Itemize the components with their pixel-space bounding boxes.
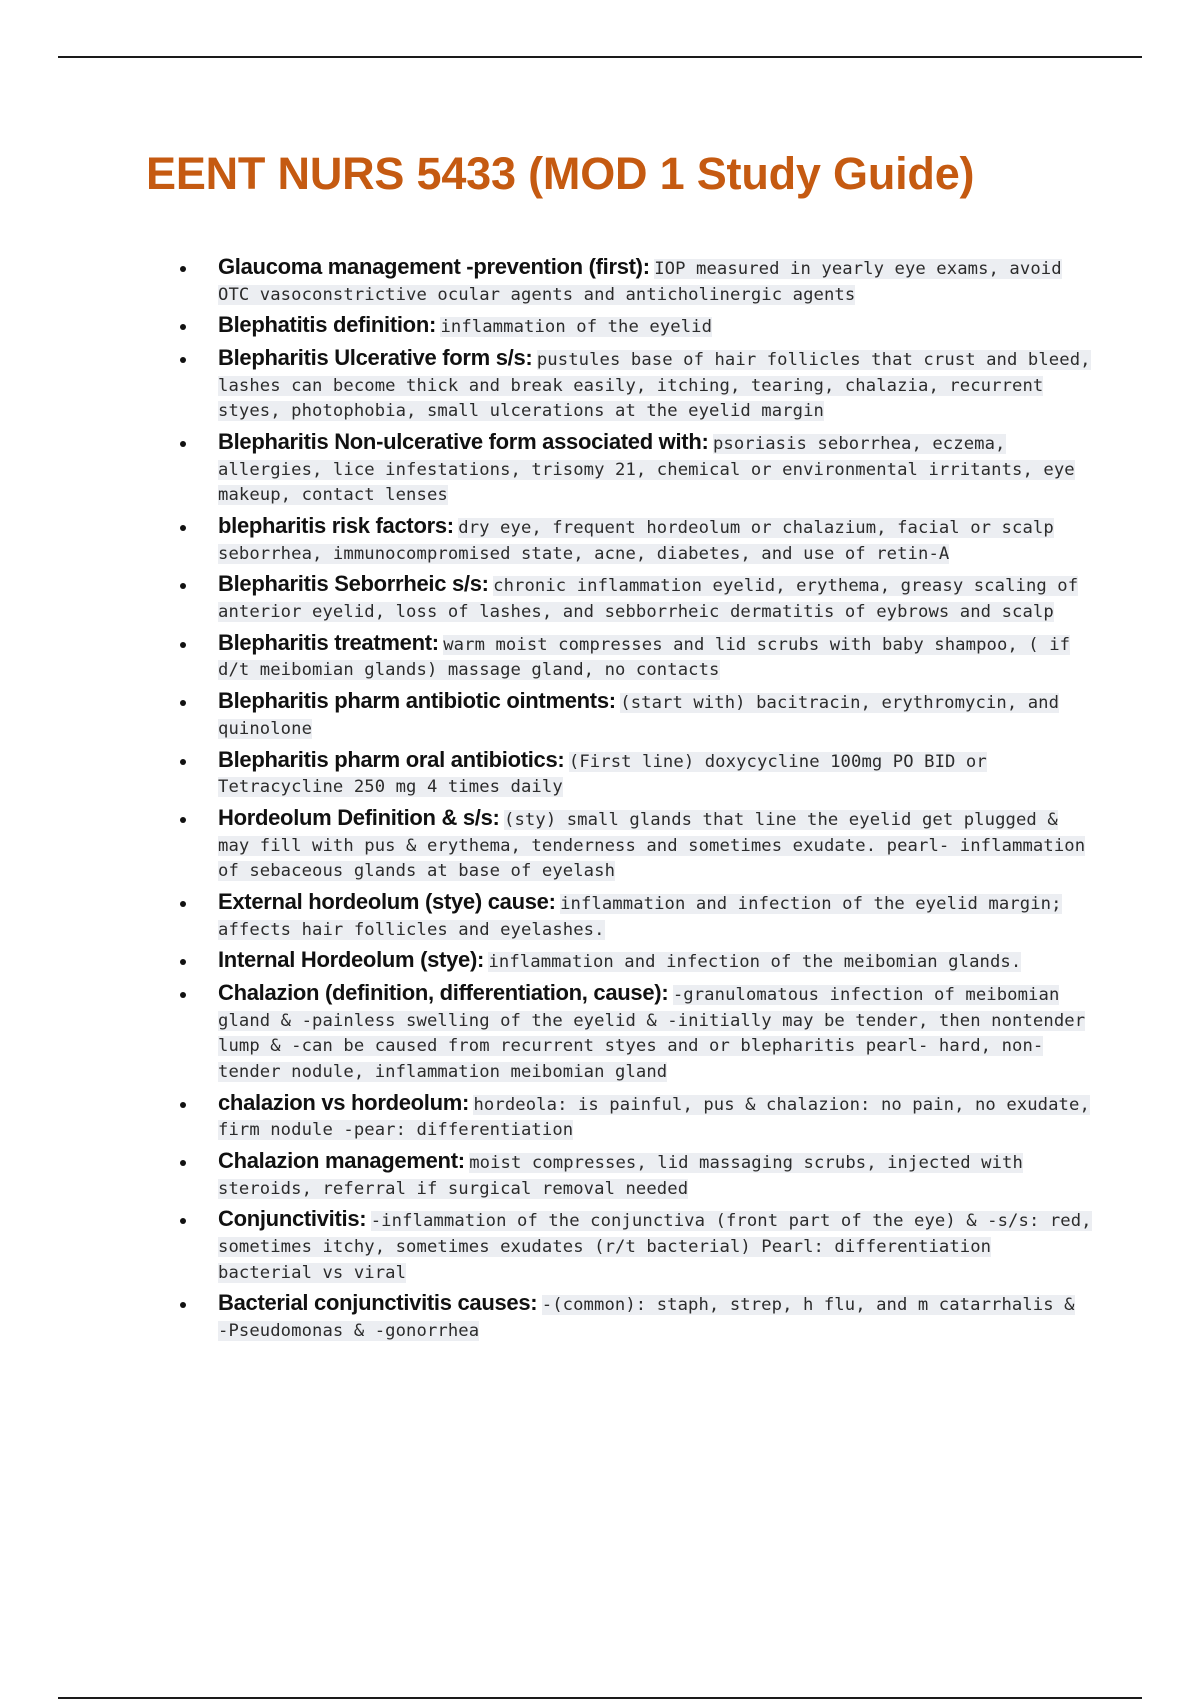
item-term: Glaucoma management -prevention (first): bbox=[218, 254, 650, 279]
bullet-icon bbox=[180, 525, 186, 531]
bullet-icon bbox=[180, 1302, 186, 1308]
list-item bbox=[172, 313, 1092, 341]
item-definition: hordeola: is painful, pus & chalazion: no pain, no exudate, firm nodule -pear: differentiation bbox=[218, 1094, 1090, 1141]
bullet-icon bbox=[180, 1102, 186, 1108]
list-item bbox=[172, 430, 1092, 509]
item-definition: inflammation and infection of the eyelid margin; affects hair follicles and eyelashes. bbox=[218, 893, 1062, 940]
bullet-icon bbox=[180, 583, 186, 589]
list-item bbox=[172, 948, 1092, 976]
item-definition: IOP measured in yearly eye exams, avoid OTC vasoconstrictive ocular agents and anticholinergic agents bbox=[218, 259, 1062, 305]
item-term: Chalazion management: bbox=[218, 1148, 465, 1174]
bullet-icon bbox=[180, 959, 186, 965]
list-item bbox=[172, 748, 1092, 801]
item-term: Blepharitis pharm antibiotic ointments: bbox=[218, 688, 616, 714]
item-term: Internal Hordeolum (stye): bbox=[218, 947, 485, 973]
bullet-icon bbox=[180, 992, 186, 998]
item-definition: -granulomatous infection of meibomian gland & -painless swelling of the eyelid & -initially may be tender, then nontender lump & -can be caused from recurrent styes and or blepharitis pearl- hard, non-tender nodule, inflammation meibomian gland bbox=[218, 985, 1086, 1082]
list-item bbox=[172, 1207, 1092, 1286]
bullet-icon bbox=[180, 1218, 186, 1224]
list-item bbox=[172, 981, 1092, 1085]
list-item bbox=[172, 255, 1092, 308]
item-term: External hordeolum (stye) cause: bbox=[218, 888, 556, 914]
bullet-icon bbox=[180, 901, 186, 907]
bullet-icon bbox=[180, 441, 186, 447]
bullet-icon bbox=[180, 700, 186, 706]
list-item bbox=[172, 806, 1092, 885]
footer-rule bbox=[58, 1697, 1142, 1699]
list-item bbox=[172, 631, 1092, 684]
item-term: blepharitis risk factors: bbox=[218, 513, 454, 539]
bullet-icon bbox=[180, 817, 186, 823]
item-definition: -inflammation of the conjunctiva (front part of the eye) & -s/s: red, sometimes itchy, sometimes exudates (r/t bacterial) Pearl: differentiation bacterial vs viral bbox=[218, 1211, 1092, 1283]
list-item bbox=[172, 689, 1092, 742]
item-term: Blepharitis pharm oral antibiotics: bbox=[218, 746, 565, 772]
item-term: Bacterial conjunctivitis causes: bbox=[218, 1290, 538, 1316]
item-term: Hordeolum Definition & s/s: bbox=[218, 804, 500, 830]
bullet-icon bbox=[180, 642, 186, 648]
item-definition: inflammation of the eyelid bbox=[440, 317, 713, 338]
item-term: Blepharitis Non-ulcerative form associated with: bbox=[218, 429, 709, 455]
item-definition: pustules base of hair follicles that crust and bleed, lashes can become thick and break easily, itching, tearing, chalazia, recurrent styes, photophobia, small ulcerations at the eyelid margin bbox=[218, 350, 1091, 422]
list-item bbox=[172, 1091, 1092, 1144]
item-definition: dry eye, frequent hordeolum or chalazium, facial or scalp seborrhea, immunocompromised state, acne, diabetes, and use of retin-A bbox=[218, 518, 1054, 564]
item-definition: inflammation and infection of the meibomian glands. bbox=[488, 952, 1022, 973]
document-title: EENT NURS 5433 (MOD 1 Study Guide) bbox=[146, 148, 975, 199]
item-term: chalazion vs hordeolum: bbox=[218, 1089, 470, 1115]
item-term: Blepharitis Ulcerative form s/s: bbox=[218, 345, 533, 371]
list-item bbox=[172, 514, 1092, 567]
item-definition: warm moist compresses and lid scrubs with baby shampoo, ( if d/t meibomian glands) massage gland, no contacts bbox=[218, 634, 1071, 681]
item-term: Chalazion (definition, differentiation, cause): bbox=[218, 980, 669, 1006]
item-definition: moist compresses, lid massaging scrubs, injected with steroids, referral if surgical removal needed bbox=[218, 1153, 1023, 1199]
list-item bbox=[172, 890, 1092, 943]
list-item bbox=[172, 346, 1092, 425]
bullet-icon bbox=[180, 759, 186, 765]
bullet-icon bbox=[180, 357, 186, 363]
bullet-icon bbox=[180, 266, 186, 272]
item-term: Conjunctivitis: bbox=[218, 1206, 367, 1232]
list-item bbox=[172, 1291, 1092, 1344]
item-definition: chronic inflammation eyelid, erythema, greasy scaling of anterior eyelid, loss of lashes, and sebborrheic dermatitis of eybrows and scalp bbox=[218, 576, 1079, 623]
list-item bbox=[172, 572, 1092, 625]
item-definition: -(common): staph, strep, h flu, and m catarrhalis & -Pseudomonas & -gonorrhea bbox=[218, 1295, 1075, 1341]
item-definition: (First line) doxycycline 100mg PO BID or Tetracycline 250 mg 4 times daily bbox=[218, 751, 987, 798]
bullet-icon bbox=[180, 1160, 186, 1166]
item-term: Blepharitis Seborrheic s/s: bbox=[218, 571, 489, 597]
item-term: Blephatitis definition: bbox=[218, 312, 436, 338]
item-definition: (sty) small glands that line the eyelid get plugged & may fill with pus & erythema, tenderness and sometimes exudate. pearl- inflammation of sebaceous glands at base of eyelash bbox=[218, 809, 1086, 882]
study-guide-list bbox=[172, 255, 1092, 1350]
item-definition: (start with) bacitracin, erythromycin, and quinolone bbox=[218, 693, 1060, 739]
list-item bbox=[172, 1149, 1092, 1202]
header-rule bbox=[58, 56, 1142, 58]
bullet-icon bbox=[180, 324, 186, 330]
item-term: Blepharitis treatment: bbox=[218, 629, 439, 655]
item-definition: psoriasis seborrhea, eczema, allergies, lice infestations, trisomy 21, chemical or environmental irritants, eye makeup, contact lenses bbox=[218, 434, 1075, 506]
